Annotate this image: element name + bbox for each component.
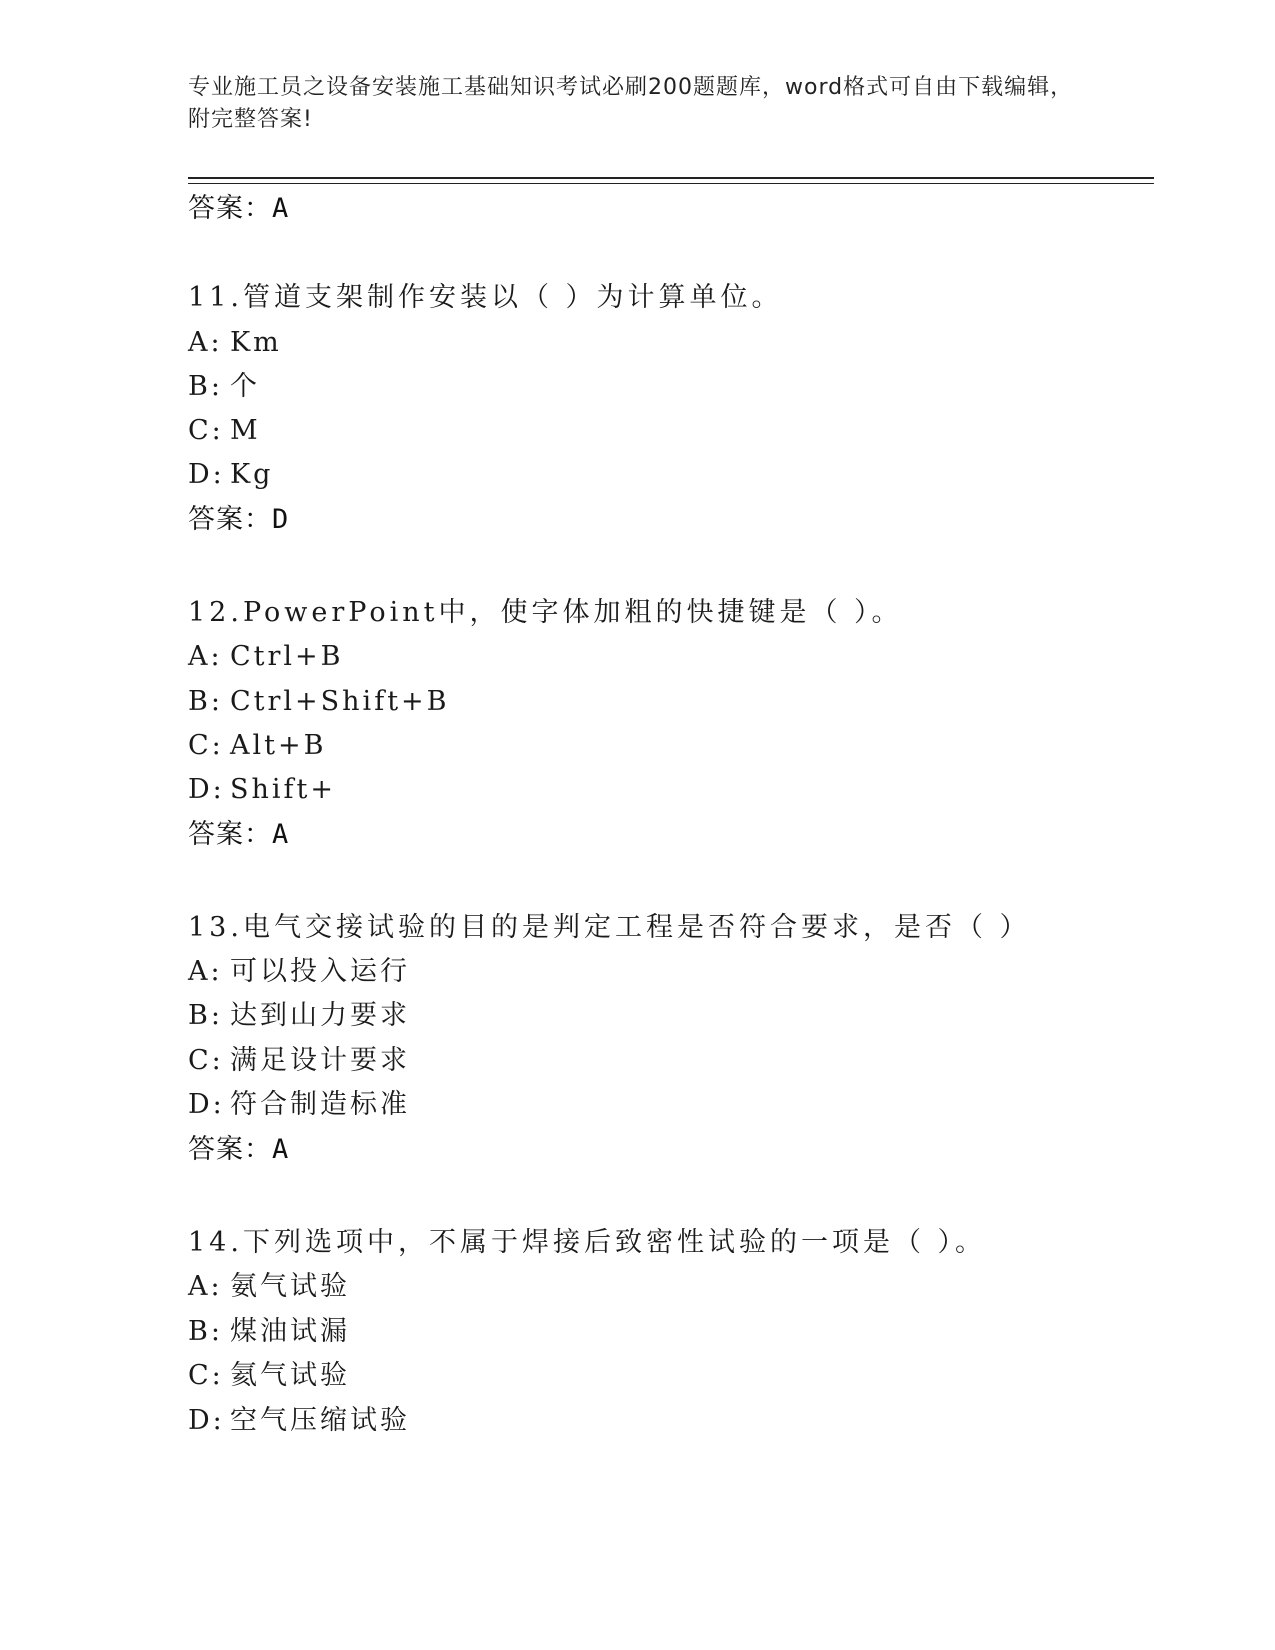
question-12-option-c [188,729,326,763]
question-13-option-a [188,955,410,989]
answer-value: A [272,819,290,850]
option-key: C: [188,1045,224,1076]
option-text: 氦气试验 [230,1360,350,1391]
question-14-option-a [188,1270,350,1304]
header-divider-thin [188,183,1154,184]
option-key: D: [188,774,225,805]
question-13-option-b [188,999,410,1033]
question-12-option-a [188,640,344,674]
option-key: A: [188,641,223,672]
option-text: Ctrl+B [230,641,344,672]
option-text: 空气压缩试验 [230,1405,410,1436]
option-text: 符合制造标准 [230,1089,410,1120]
question-11-option-c [188,414,261,448]
question-13-stem: 13.电气交接试验的目的是判定工程是否符合要求，是否（ ） [188,912,1031,943]
option-key: A: [188,1271,223,1302]
option-key: A: [188,327,223,358]
option-key: B: [188,371,223,402]
answer-label: 答案： [188,1134,272,1165]
question-14-option-c [188,1359,350,1393]
question-14-stem: 14.下列选项中，不属于焊接后致密性试验的一项是（ ）。 [188,1227,987,1258]
question-13-answer [188,1133,289,1167]
header-divider [188,177,1154,179]
option-text: 煤油试漏 [230,1316,350,1347]
question-13-option-d [188,1088,410,1122]
option-key: C: [188,1360,224,1391]
option-key: C: [188,730,224,761]
question-14-option-d [188,1404,410,1438]
option-key: C: [188,415,224,446]
option-key: D: [188,459,225,490]
question-11-option-d [188,458,273,492]
answer-label: 答案： [188,193,272,224]
option-text: M [230,415,261,446]
option-text: Kg [230,459,274,490]
option-text: Alt+B [230,730,327,761]
question-11-option-a [188,326,282,360]
question-12-option-b [188,685,450,719]
answer-label: 答案： [188,504,272,535]
question-11-option-b [188,370,260,404]
answer-value: A [272,1134,290,1165]
question-12-option-d [188,773,336,807]
option-key: A: [188,956,223,987]
answer-value: D [272,504,290,535]
option-text: 满足设计要求 [230,1045,410,1076]
option-text: 个 [230,371,260,402]
option-key: D: [188,1089,225,1120]
option-text: 达到山力要求 [230,1000,410,1031]
option-text: 氨气试验 [230,1271,350,1302]
answer-label: 答案： [188,819,272,850]
question-14-option-b [188,1315,350,1349]
option-key: B: [188,1000,223,1031]
question-11-answer [188,503,289,537]
question-12-answer [188,818,289,852]
answer-value: A [272,193,290,224]
option-text: Km [230,327,282,358]
option-key: B: [188,1316,223,1347]
option-text: Ctrl+Shift+B [230,686,450,717]
option-key: D: [188,1405,225,1436]
question-12-stem: 12.PowerPoint中，使字体加粗的快捷键是（ ）。 [188,597,903,628]
option-text: 可以投入运行 [230,956,410,987]
question-13-option-c [188,1044,410,1078]
answer-prev [188,192,289,226]
question-11-stem: 11.管道支架制作安装以（ ）为计算单位。 [188,282,783,313]
option-text: Shift+ [230,774,336,805]
option-key: B: [188,686,223,717]
document-header: 专业施工员之设备安装施工基础知识考试必刷200题题库，word格式可自由下载编辑，附完整答案! [188,75,1074,132]
